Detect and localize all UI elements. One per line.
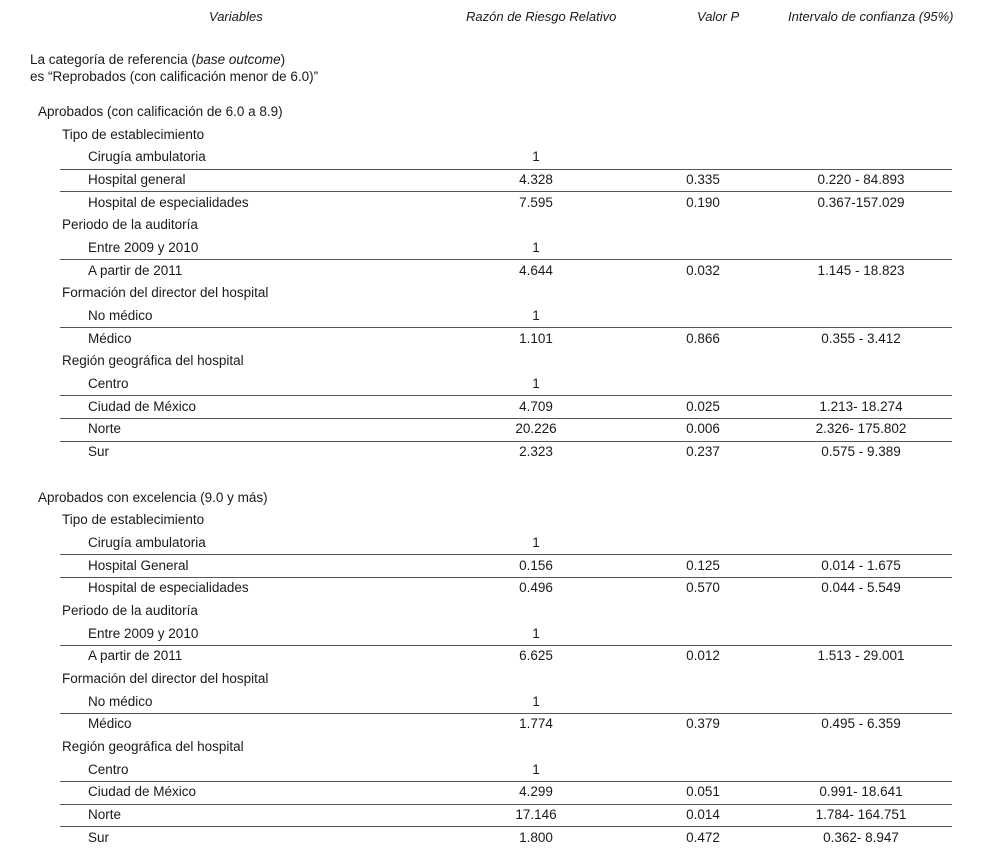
group-heading-row [0, 600, 990, 622]
confidence-interval-cell: 1.784- 164.751 [815, 807, 907, 823]
p-value-cell: 0.379 [686, 716, 720, 732]
row-label: Periodo de la auditoría [62, 217, 198, 233]
row-label: Sur [88, 444, 110, 460]
table-row [0, 555, 990, 577]
confidence-interval-cell: 1.513 - 29.001 [817, 648, 905, 664]
row-label: Norte [88, 421, 122, 437]
risk-ratio-cell: 1.800 [519, 829, 553, 845]
header-confidence-interval: Intervalo de confianza (95%) [788, 9, 954, 24]
p-value-cell: 0.472 [686, 829, 720, 845]
risk-ratio-cell: 1.774 [519, 716, 553, 732]
section-heading-row [0, 487, 990, 509]
table-row [0, 237, 990, 259]
table-row [0, 146, 990, 168]
risk-ratio-cell: 1 [532, 308, 540, 323]
risk-ratio-cell: 20.226 [515, 421, 557, 437]
p-value-cell: 0.025 [686, 398, 720, 414]
risk-ratio-cell: 7.595 [519, 194, 553, 210]
group-heading-row [0, 350, 990, 372]
row-label: Hospital General [88, 557, 189, 573]
row-label: No médico [88, 693, 153, 709]
row-label: Formación del director del hospital [62, 285, 269, 301]
p-value-cell: 0.190 [686, 194, 720, 210]
p-value-cell: 0.006 [686, 421, 720, 437]
risk-ratio-cell: 1.101 [519, 330, 553, 346]
row-label: Cirugía ambulatoria [88, 149, 206, 165]
row-label: Médico [88, 330, 132, 346]
group-heading-row [0, 668, 990, 690]
table-row [0, 577, 990, 599]
table-row [0, 759, 990, 781]
row-label: Centro [88, 761, 129, 777]
row-label: A partir de 2011 [88, 648, 183, 664]
row-label: Región geográfica del hospital [62, 739, 244, 755]
row-label: Ciudad de México [88, 784, 197, 800]
row-label: Formación del director del hospital [62, 671, 269, 687]
confidence-interval-cell: 0.014 - 1.675 [821, 557, 901, 573]
risk-ratio-cell: 0.156 [519, 557, 553, 573]
group-heading-row [0, 214, 990, 236]
p-value-cell: 0.051 [686, 784, 720, 800]
confidence-interval-cell: 0.355 - 3.412 [821, 330, 901, 346]
table-row [0, 373, 990, 395]
table-row [0, 305, 990, 327]
p-value-cell: 0.012 [686, 648, 720, 664]
p-value-cell: 0.032 [686, 262, 720, 278]
p-value-cell: 0.237 [686, 444, 720, 460]
table-row [0, 532, 990, 554]
row-label: Tipo de establecimiento [62, 126, 205, 142]
risk-ratio-cell: 2.323 [519, 444, 553, 460]
group-heading-row [0, 736, 990, 758]
confidence-interval-cell: 0.991- 18.641 [819, 784, 903, 800]
confidence-interval-cell: 0.495 - 6.359 [821, 716, 901, 732]
confidence-interval-cell: 2.326- 175.802 [815, 421, 907, 437]
row-label: Sur [88, 829, 110, 845]
header-p-value: Valor P [697, 9, 740, 24]
row-label: Cirugía ambulatoria [88, 535, 206, 551]
table-row [0, 827, 990, 849]
p-value-cell: 0.125 [686, 557, 720, 573]
confidence-interval-cell: 1.145 - 18.823 [817, 262, 905, 278]
row-label: Región geográfica del hospital [62, 353, 244, 369]
table-row [0, 441, 990, 463]
table-row [0, 781, 990, 803]
p-value-cell: 0.570 [686, 580, 720, 596]
row-label: Norte [88, 807, 122, 823]
group-heading-row [0, 282, 990, 304]
risk-ratio-cell: 4.709 [519, 398, 553, 414]
row-label: Periodo de la auditoría [62, 603, 198, 619]
risk-ratio-cell: 4.644 [519, 262, 553, 278]
confidence-interval-cell: 0.044 - 5.549 [821, 580, 901, 596]
note-base-outcome: base outcome [195, 52, 281, 67]
confidence-interval-cell: 1.213- 18.274 [819, 398, 903, 414]
table-row [0, 804, 990, 826]
row-label: Entre 2009 y 2010 [88, 625, 199, 641]
row-label: Médico [88, 716, 132, 732]
table-row [0, 691, 990, 713]
p-value-cell: 0.014 [686, 807, 720, 823]
row-label: Centro [88, 376, 129, 391]
table-row [0, 169, 990, 191]
confidence-interval-cell: 0.367-157.029 [817, 194, 905, 210]
header-risk-ratio: Razón de Riesgo Relativo [466, 9, 617, 24]
row-label: Ciudad de México [88, 398, 197, 414]
row-label: Hospital de especialidades [88, 194, 249, 210]
confidence-interval-cell: 0.362- 8.947 [823, 829, 899, 845]
table-row [0, 328, 990, 350]
risk-ratio-cell: 0.496 [519, 580, 553, 596]
risk-ratio-cell: 1 [532, 240, 540, 255]
table-row [0, 623, 990, 645]
group-heading-row [0, 124, 990, 146]
risk-ratio-cell: 1 [532, 376, 540, 391]
row-label: No médico [88, 308, 153, 323]
reference-category-note [30, 51, 318, 85]
p-value-cell: 0.335 [686, 172, 720, 187]
group-heading-row [0, 509, 990, 531]
header-variables: Variables [209, 9, 263, 24]
row-label: Hospital de especialidades [88, 580, 249, 596]
confidence-interval-cell: 0.575 - 9.389 [821, 444, 901, 460]
row-label: Aprobados (con calificación de 6.0 a 8.9) [38, 104, 283, 119]
note-line-1: La categoría de referencia (base outcome) [30, 52, 286, 67]
table-row [0, 713, 990, 735]
note-line-2: es “Reprobados (con calificación menor de 6.0)” [30, 69, 319, 84]
risk-ratio-cell: 1 [532, 761, 540, 777]
table-row [0, 192, 990, 214]
risk-ratio-cell: 1 [532, 535, 540, 551]
row-label: Entre 2009 y 2010 [88, 240, 199, 255]
risk-ratio-cell: 1 [532, 693, 540, 709]
row-label: A partir de 2011 [88, 262, 183, 278]
table-row [0, 418, 990, 440]
risk-ratio-cell: 6.625 [519, 648, 553, 664]
table-row [0, 645, 990, 667]
risk-ratio-cell: 1 [532, 625, 540, 641]
risk-ratio-cell: 17.146 [515, 807, 557, 823]
row-label: Aprobados con excelencia (9.0 y más) [38, 489, 268, 505]
table-row [0, 396, 990, 418]
risk-ratio-cell: 4.299 [519, 784, 553, 800]
section-heading-row [0, 101, 990, 123]
p-value-cell: 0.866 [686, 330, 720, 346]
risk-ratio-cell: 4.328 [519, 172, 553, 187]
confidence-interval-cell: 0.220 - 84.893 [817, 172, 905, 187]
row-label: Tipo de establecimiento [62, 512, 205, 528]
risk-ratio-cell: 1 [532, 149, 540, 165]
table-row [0, 260, 990, 282]
row-label: Hospital general [88, 172, 186, 187]
